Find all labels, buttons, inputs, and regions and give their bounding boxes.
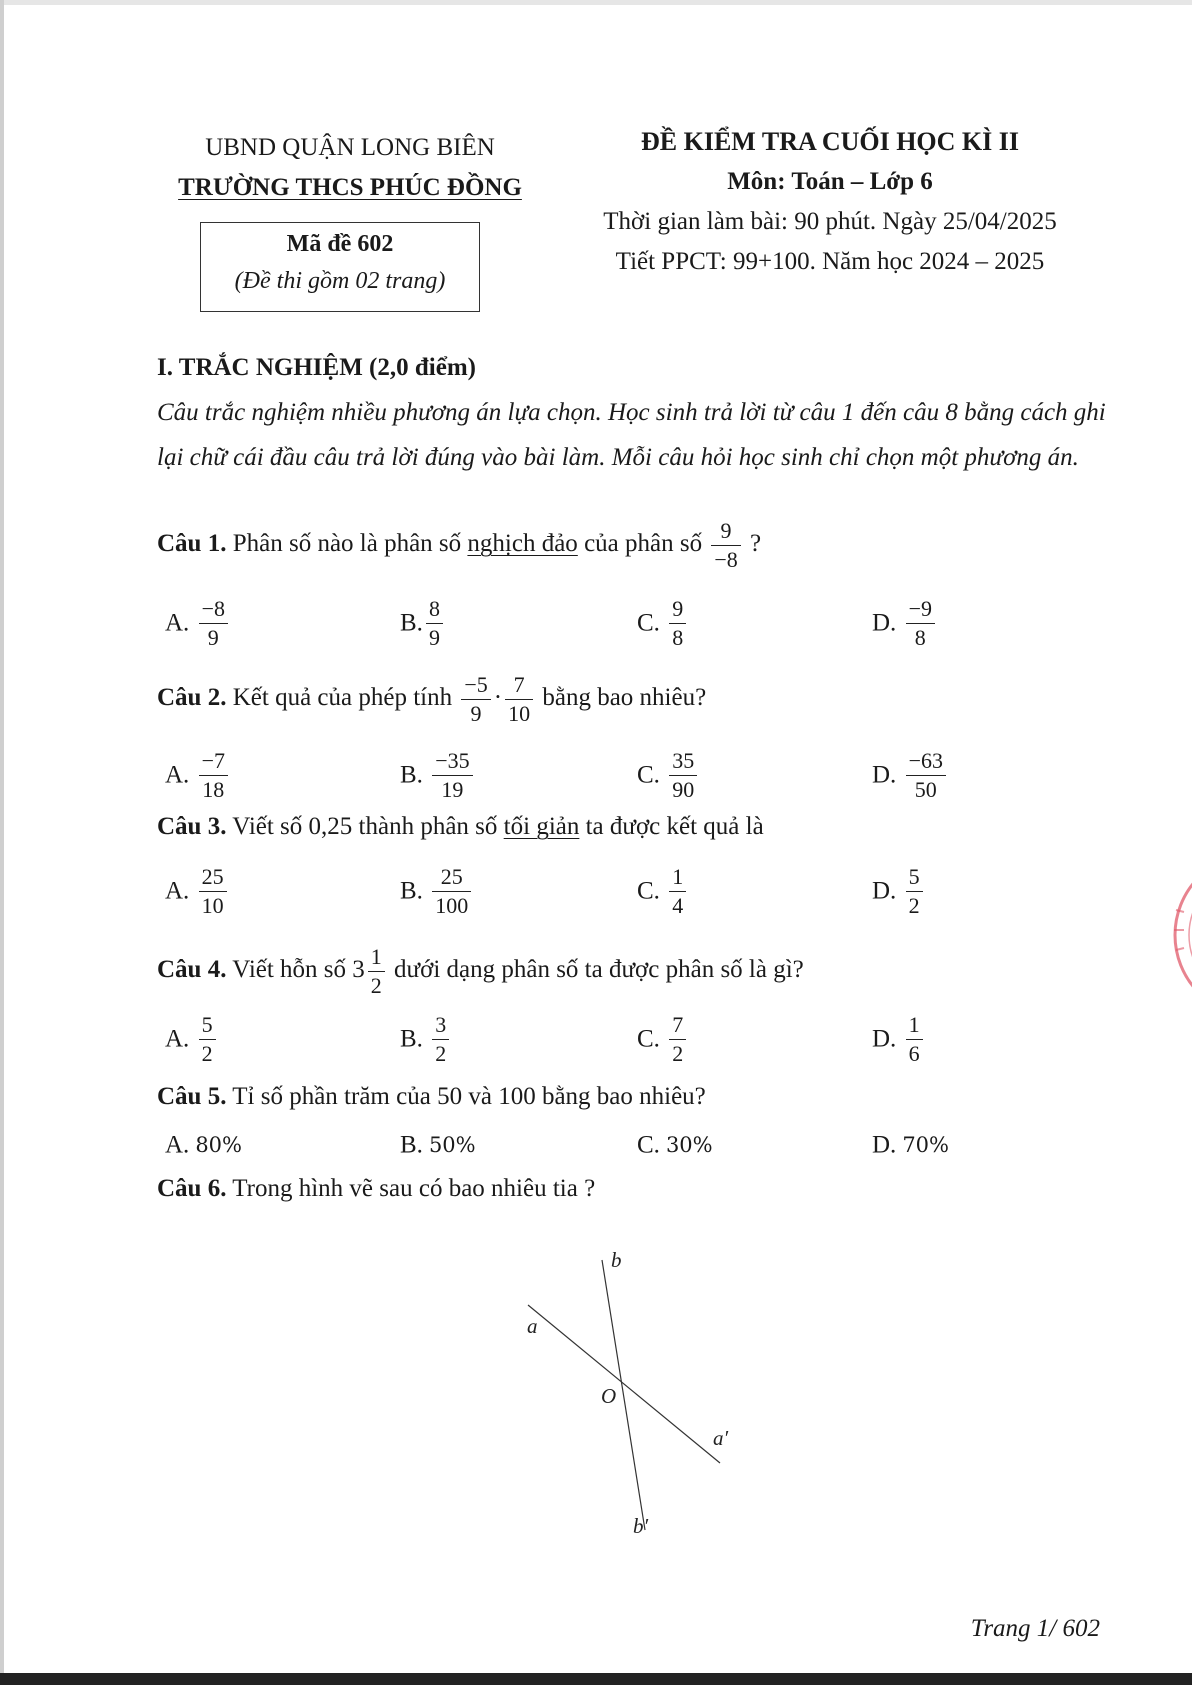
option-label: B. [400, 877, 423, 905]
denominator: 18 [202, 777, 225, 802]
denominator: 2 [672, 1041, 684, 1066]
option-label: B. [400, 609, 423, 637]
numerator: 1 [906, 1014, 923, 1040]
question-text: và [462, 1083, 499, 1110]
question-number: Câu 6. [157, 1175, 227, 1202]
numerator: 1 [669, 866, 686, 892]
rays-figure [495, 1245, 775, 1545]
option-d [872, 1130, 949, 1159]
numerator: 1 [368, 946, 385, 972]
header-right [565, 122, 1095, 282]
numerator: −35 [432, 750, 472, 776]
multiply-dot: · [493, 684, 503, 712]
denominator: 6 [908, 1041, 920, 1066]
value-2: 100 [498, 1083, 536, 1110]
option-label: D. [872, 1131, 897, 1159]
denominator: 10 [201, 893, 224, 918]
fraction [432, 866, 471, 917]
denominator: 10 [508, 701, 531, 726]
exam-code-box [200, 222, 480, 312]
question-text: Tỉ số phần trăm của [226, 1083, 438, 1110]
exam-title: ĐỀ KIỂM TRA CUỐI HỌC KÌ II [640, 127, 1020, 156]
option-label: C. [637, 1025, 660, 1053]
fraction [906, 598, 935, 649]
school-name: TRƯỜNG THCS PHÚC ĐỒNG [178, 174, 522, 201]
numerator: 5 [199, 1014, 216, 1040]
question-text: Phân số nào là phân số [226, 530, 468, 558]
question-text: của phân số [577, 530, 709, 558]
scan-top-edge [0, 0, 1192, 5]
option-value: 70% [902, 1133, 949, 1158]
option-label: D. [872, 877, 897, 905]
fraction [711, 520, 740, 571]
fraction [669, 750, 697, 801]
question-1 [157, 520, 761, 571]
question-6 [157, 1175, 595, 1203]
denominator: 50 [914, 777, 937, 802]
scan-left-edge [0, 0, 4, 1685]
value-1: 50 [437, 1083, 463, 1110]
fraction [199, 598, 228, 649]
numerator: 25 [432, 866, 471, 892]
option-label: D. [872, 761, 897, 789]
fraction [199, 866, 227, 917]
section-instruction: Câu trắc nghiệm nhiều phương án lựa chọn. Học sinh trả lời từ câu 1 đến câu 8 bằng cách ghi lại chữ cái đầu câu trả lời đúng vào bài làm. Mỗi câu hỏi học sinh chỉ chọn một phương án. [157, 399, 1106, 471]
line-a [528, 1305, 720, 1463]
denominator: 100 [435, 893, 469, 918]
fraction [669, 866, 686, 917]
option-d [872, 1014, 926, 1065]
official-stamp [1162, 850, 1192, 1020]
question-text: Viết số [226, 813, 309, 840]
option-d [872, 750, 949, 801]
option-label: D. [872, 1025, 897, 1053]
question-emphasis: tối giản [503, 813, 580, 840]
denominator: 90 [672, 777, 695, 802]
denominator: 2 [435, 1041, 447, 1066]
option-value: 50% [428, 1133, 476, 1158]
fraction [669, 598, 686, 649]
label-o: O [601, 1384, 617, 1408]
exam-code: Mã đề 602 [286, 231, 394, 257]
label-a-prime: a′ [713, 1426, 729, 1450]
numerator: 35 [669, 750, 697, 776]
option-value: 80% [195, 1133, 242, 1158]
question-5 [157, 1083, 706, 1111]
option-a [165, 866, 230, 917]
question-emphasis: nghịch đảo [467, 530, 578, 558]
question-text: ta được kết quả là [579, 813, 764, 840]
option-c [637, 750, 700, 801]
fraction [426, 598, 443, 649]
label-b-prime: b′ [633, 1514, 649, 1538]
fraction [432, 750, 472, 801]
option-c [637, 1130, 713, 1159]
question-text: bằng bao nhiêu? [535, 1083, 706, 1110]
option-b [400, 750, 476, 801]
header-left [150, 128, 550, 208]
question-number: Câu 2. [157, 684, 227, 712]
numerator: −9 [906, 598, 935, 624]
option-d [872, 598, 938, 649]
denominator: 9 [470, 701, 482, 726]
time-date-line: Thời gian làm bài: 90 phút. Ngày 25/04/2025 [603, 208, 1057, 235]
question-2 [157, 674, 706, 725]
denominator: 8 [914, 625, 926, 650]
option-c [637, 598, 689, 649]
pages-note: (Đề thi gồm 02 trang) [234, 268, 446, 294]
option-label: A. [165, 877, 190, 905]
fraction [368, 946, 385, 997]
option-label: C. [637, 761, 660, 789]
denominator: 19 [441, 777, 464, 802]
question-text: Trong hình vẽ sau có bao nhiêu tia ? [226, 1175, 596, 1202]
subject-line: Môn: Toán – Lớp 6 [727, 168, 933, 195]
fraction [505, 674, 533, 725]
numerator: 7 [505, 674, 533, 700]
option-label: B. [400, 1025, 423, 1053]
mixed-whole: 3 [352, 956, 365, 984]
fraction [199, 750, 228, 801]
fraction [906, 750, 946, 801]
option-label: D. [872, 609, 897, 637]
fraction [199, 1014, 216, 1065]
question-number: Câu 4. [157, 956, 227, 984]
numerator: 9 [669, 598, 686, 624]
question-text: ? [743, 530, 762, 558]
option-a [165, 598, 231, 649]
denominator: 8 [672, 625, 684, 650]
question-3 [157, 813, 764, 841]
denominator: 2 [908, 893, 920, 918]
numerator: 3 [432, 1014, 449, 1040]
option-b [400, 866, 474, 917]
option-b [400, 1130, 476, 1159]
denominator: 4 [672, 893, 684, 918]
fraction [461, 674, 490, 725]
option-label: C. [637, 877, 660, 905]
option-label: C. [637, 1131, 660, 1159]
option-label: B. [400, 1131, 423, 1159]
option-d [872, 866, 926, 917]
denominator: 2 [370, 973, 382, 998]
decimal-value: 0,25 [308, 813, 353, 840]
denominator: −8 [714, 547, 738, 572]
numerator: 8 [426, 598, 443, 624]
numerator: 5 [906, 866, 923, 892]
denominator: 9 [428, 625, 440, 650]
option-value: 30% [665, 1133, 713, 1158]
option-label: A. [165, 1131, 190, 1159]
numerator: 25 [199, 866, 227, 892]
question-text: bằng bao nhiêu? [536, 684, 707, 712]
option-label: A. [165, 1025, 190, 1053]
denominator: 2 [201, 1041, 213, 1066]
option-label: A. [165, 761, 190, 789]
label-a: a [527, 1314, 538, 1338]
option-label: C. [637, 609, 660, 637]
question-text: dưới dạng phân số ta được phân số là gì? [387, 956, 804, 984]
question-text: Kết quả của phép tính [226, 684, 459, 712]
option-a [165, 1130, 242, 1159]
option-c [637, 1014, 689, 1065]
question-text: Viết hỗn số [226, 956, 353, 984]
fraction [669, 1014, 686, 1065]
option-label: A. [165, 609, 190, 637]
numerator: −8 [199, 598, 228, 624]
page-footer: Trang 1/ 602 [970, 1615, 1100, 1642]
question-number: Câu 5. [157, 1083, 227, 1110]
numerator: −7 [199, 750, 228, 776]
period-year-line: Tiết PPCT: 99+100. Năm học 2024 – 2025 [615, 248, 1045, 275]
question-number: Câu 3. [157, 813, 227, 840]
question-text: thành phân số [352, 813, 504, 840]
fraction [906, 866, 923, 917]
option-a [165, 1014, 219, 1065]
numerator: −63 [906, 750, 946, 776]
option-b [400, 1014, 452, 1065]
numerator: 7 [669, 1014, 686, 1040]
option-label: B. [400, 761, 423, 789]
denominator: 9 [207, 625, 219, 650]
scan-bottom-edge [0, 1673, 1192, 1685]
question-number: Câu 1. [157, 530, 227, 558]
label-b: b [611, 1248, 622, 1272]
district-name: UBND QUẬN LONG BIÊN [205, 134, 495, 161]
section-title: I. TRẮC NGHIỆM (2,0 điểm) [157, 354, 476, 381]
question-4 [157, 946, 804, 997]
numerator: −5 [461, 674, 490, 700]
fraction [906, 1014, 923, 1065]
option-b [400, 598, 446, 649]
option-c [637, 866, 689, 917]
option-a [165, 750, 231, 801]
numerator: 9 [711, 520, 740, 546]
fraction [432, 1014, 449, 1065]
